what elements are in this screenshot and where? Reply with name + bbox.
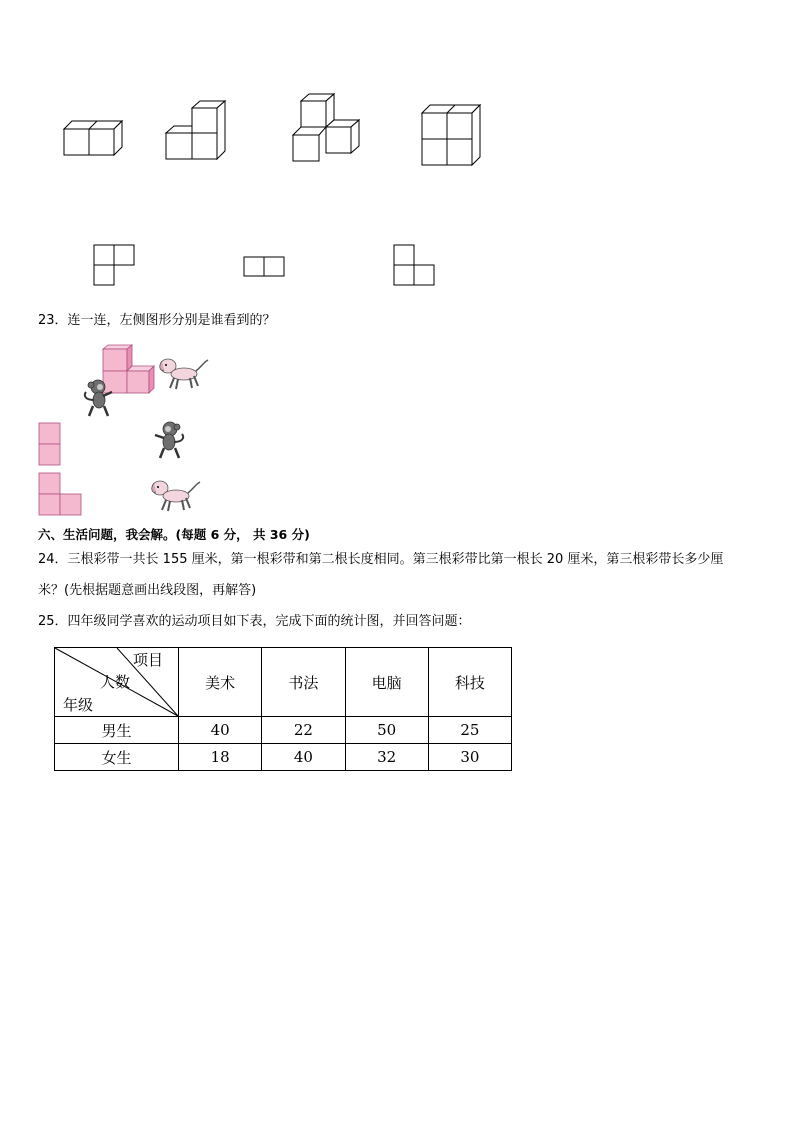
table-cell: 30 <box>428 744 511 771</box>
monkey-icon <box>80 378 116 418</box>
table-cell: 40 <box>179 717 262 744</box>
corner-label-top: 项目 <box>133 651 164 669</box>
dog-icon <box>150 478 202 514</box>
view-figure-3 <box>393 244 438 289</box>
table-cell: 50 <box>345 717 428 744</box>
question-24-line-1: 24．三根彩带一共长 155 厘米，第一根彩带和第二根长度相同。第三根彩带比第一根长 20 厘米，第三根彩带长多少厘 <box>38 552 724 567</box>
row-label: 女生 <box>55 744 179 771</box>
section-6-title: 六、生活问题，我会解。(每题 6 分， 共 36 分) <box>38 527 310 542</box>
sports-preference-table <box>54 647 512 771</box>
pink-view-figure-1 <box>38 422 64 468</box>
table-cell: 32 <box>345 744 428 771</box>
question-24-line-2: 米？(先根据题意画出线段图，再解答) <box>38 583 257 598</box>
corner-label-middle: 人数 <box>100 673 131 691</box>
view-figure-2 <box>243 256 288 281</box>
table-cell: 18 <box>179 744 262 771</box>
table-row <box>55 744 512 771</box>
view-figure-1 <box>93 244 138 289</box>
corner-label-bottom: 年级 <box>63 696 94 714</box>
cube-figure-2 <box>165 100 235 162</box>
column-header: 美术 <box>179 648 262 717</box>
pink-view-figure-2 <box>38 472 86 518</box>
table-cell: 25 <box>428 717 511 744</box>
column-header: 科技 <box>428 648 511 717</box>
monkey-icon <box>152 420 188 460</box>
cube-figure-3 <box>291 93 366 163</box>
table-cell: 22 <box>262 717 345 744</box>
question-23-text: 23．连一连，左侧图形分别是谁看到的？ <box>38 313 276 328</box>
cube-figure-1 <box>62 117 132 157</box>
table-row <box>55 717 512 744</box>
column-header: 电脑 <box>345 648 428 717</box>
table-corner-cell <box>55 648 179 717</box>
cube-figure-4 <box>421 103 486 167</box>
column-header: 书法 <box>262 648 345 717</box>
dog-icon <box>158 356 210 392</box>
question-25-text: 25．四年级同学喜欢的运动项目如下表，完成下面的统计图，并回答问题： <box>38 614 471 629</box>
table-cell: 40 <box>262 744 345 771</box>
row-label: 男生 <box>55 717 179 744</box>
